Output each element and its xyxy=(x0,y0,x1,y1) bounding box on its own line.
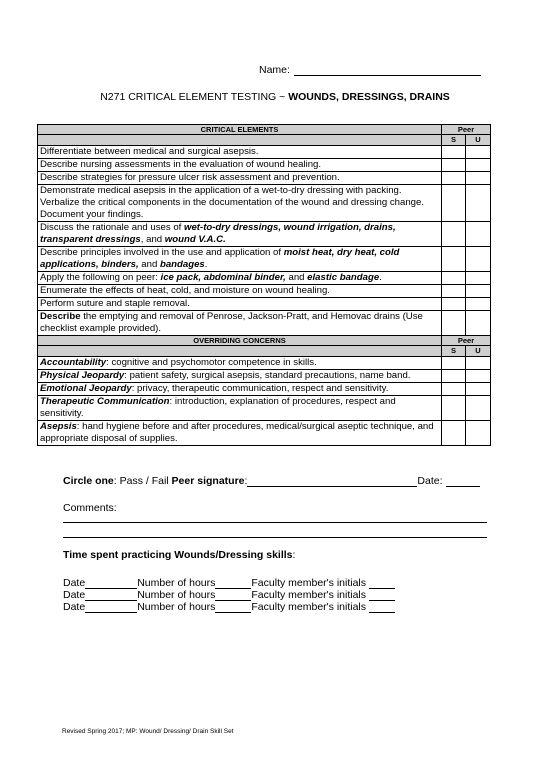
name-blank[interactable] xyxy=(294,64,481,76)
date-blank[interactable] xyxy=(85,590,137,601)
table-row: Describe principles involved in the use and application of moist heat, dry heat, cold applications, binders, and bandages. xyxy=(38,247,491,272)
table-row: Asepsis: hand hygiene before and after procedures, medical/surgical aseptic technique, and appropriate disposal of supplies. xyxy=(38,421,491,446)
critical-header-row xyxy=(38,125,491,135)
date-blank[interactable] xyxy=(85,578,137,589)
comments-line[interactable] xyxy=(63,537,487,538)
s-cell[interactable] xyxy=(442,383,466,396)
table-row: Perform suture and staple removal. xyxy=(38,298,491,311)
u-cell[interactable] xyxy=(466,298,491,311)
table-row: Apply the following on peer: ice pack, abdominal binder, and elastic bandage. xyxy=(38,272,491,285)
comments-line[interactable] xyxy=(63,522,487,523)
page-title: N271 CRITICAL ELEMENT TESTING ~ WOUNDS, DRESSINGS, DRAINS xyxy=(100,91,450,103)
table-row: Emotional Jeopardy: privacy, therapeutic communication, respect and sensitivity. xyxy=(38,383,491,396)
su-header-row xyxy=(38,346,491,357)
s-cell[interactable] xyxy=(442,298,466,311)
peer-signature-blank[interactable] xyxy=(247,476,417,487)
u-cell[interactable] xyxy=(466,421,491,446)
initials-blank[interactable] xyxy=(369,602,395,613)
u-header: U xyxy=(466,135,491,146)
footer-note: Revised Spring 2017; MP: Wound/ Dressing/ Drain Skill Set xyxy=(62,728,234,735)
date-label: Date: xyxy=(417,475,443,487)
time-row: Date Number of hours Faculty member's initials xyxy=(63,601,395,613)
u-cell[interactable] xyxy=(466,383,491,396)
u-cell[interactable] xyxy=(466,146,491,159)
u-cell[interactable] xyxy=(466,396,491,421)
u-cell[interactable] xyxy=(466,357,491,370)
name-field[interactable] xyxy=(259,64,481,76)
u-cell[interactable] xyxy=(466,159,491,172)
table-row: Discuss the rationale and uses of wet-to-dry dressings, wound irrigation, drains, transparent dressings, and wound V.A.C. xyxy=(38,222,491,247)
table-row: Describe the emptying and removal of Penrose, Jackson-Pratt, and Hemovac drains (Use checklist example provided). xyxy=(38,311,491,336)
s-cell[interactable] xyxy=(442,370,466,383)
date-blank[interactable] xyxy=(446,476,480,487)
s-cell[interactable] xyxy=(442,396,466,421)
s-cell[interactable] xyxy=(442,272,466,285)
time-row: Date Number of hours Faculty member's initials xyxy=(63,577,395,589)
name-label: Name: xyxy=(259,64,290,76)
s-cell[interactable] xyxy=(442,311,466,336)
s-cell[interactable] xyxy=(442,421,466,446)
time-spent-heading: Time spent practicing Wounds/Dressing skills: xyxy=(63,549,296,561)
s-cell[interactable] xyxy=(442,247,466,272)
table-row: Describe nursing assessments in the evaluation of wound healing. xyxy=(38,159,491,172)
s-header: S xyxy=(442,346,466,357)
s-cell[interactable] xyxy=(442,146,466,159)
initials-blank[interactable] xyxy=(369,590,395,601)
table-row: Physical Jeopardy: patient safety, surgical asepsis, standard precautions, name band. xyxy=(38,370,491,383)
date-blank[interactable] xyxy=(85,602,137,613)
u-cell[interactable] xyxy=(466,370,491,383)
hours-blank[interactable] xyxy=(215,578,251,589)
table-row: Demonstrate medical asepsis in the application of a wet-to-dry dressing with packing. Verbalize the critical components in the documentation of the wound and dressing change. Document your findings. xyxy=(38,185,491,222)
table-row: Therapeutic Communication: introduction, explanation of procedures, respect and sensitivity. xyxy=(38,396,491,421)
table-row: Accountability: cognitive and psychomotor competence in skills. xyxy=(38,357,491,370)
overriding-concerns-header: OVERRIDING CONCERNS xyxy=(38,336,442,346)
u-cell[interactable] xyxy=(466,247,491,272)
initials-blank[interactable] xyxy=(369,578,395,589)
s-header: S xyxy=(442,135,466,146)
critical-elements-table xyxy=(37,124,491,446)
s-cell[interactable] xyxy=(442,357,466,370)
signoff-line: Circle one: Pass / Fail Peer signature: Date: xyxy=(63,475,480,487)
peer-header: Peer xyxy=(442,125,491,135)
table-row: Differentiate between medical and surgical asepsis. xyxy=(38,146,491,159)
time-row: Date Number of hours Faculty member's initials xyxy=(63,589,395,601)
overriding-header-row xyxy=(38,336,491,346)
table-row: Enumerate the effects of heat, cold, and moisture on wound healing. xyxy=(38,285,491,298)
s-cell[interactable] xyxy=(442,185,466,222)
comments-label: Comments: xyxy=(63,502,117,514)
s-cell[interactable] xyxy=(442,159,466,172)
s-cell[interactable] xyxy=(442,285,466,298)
critical-elements-header: CRITICAL ELEMENTS xyxy=(38,125,442,135)
u-header: U xyxy=(466,346,491,357)
pass-fail-options[interactable]: : Pass / Fail xyxy=(113,475,172,487)
u-cell[interactable] xyxy=(466,272,491,285)
table-row: Describe strategies for pressure ulcer risk assessment and prevention. xyxy=(38,172,491,185)
u-cell[interactable] xyxy=(466,285,491,298)
u-cell[interactable] xyxy=(466,311,491,336)
u-cell[interactable] xyxy=(466,172,491,185)
peer-signature-label: Peer signature xyxy=(171,475,245,487)
hours-blank[interactable] xyxy=(215,590,251,601)
hours-blank[interactable] xyxy=(215,602,251,613)
s-cell[interactable] xyxy=(442,172,466,185)
u-cell[interactable] xyxy=(466,222,491,247)
su-header-row xyxy=(38,135,491,146)
u-cell[interactable] xyxy=(466,185,491,222)
peer-header: Peer xyxy=(442,336,491,346)
circle-one-label: Circle one xyxy=(63,475,114,487)
s-cell[interactable] xyxy=(442,222,466,247)
